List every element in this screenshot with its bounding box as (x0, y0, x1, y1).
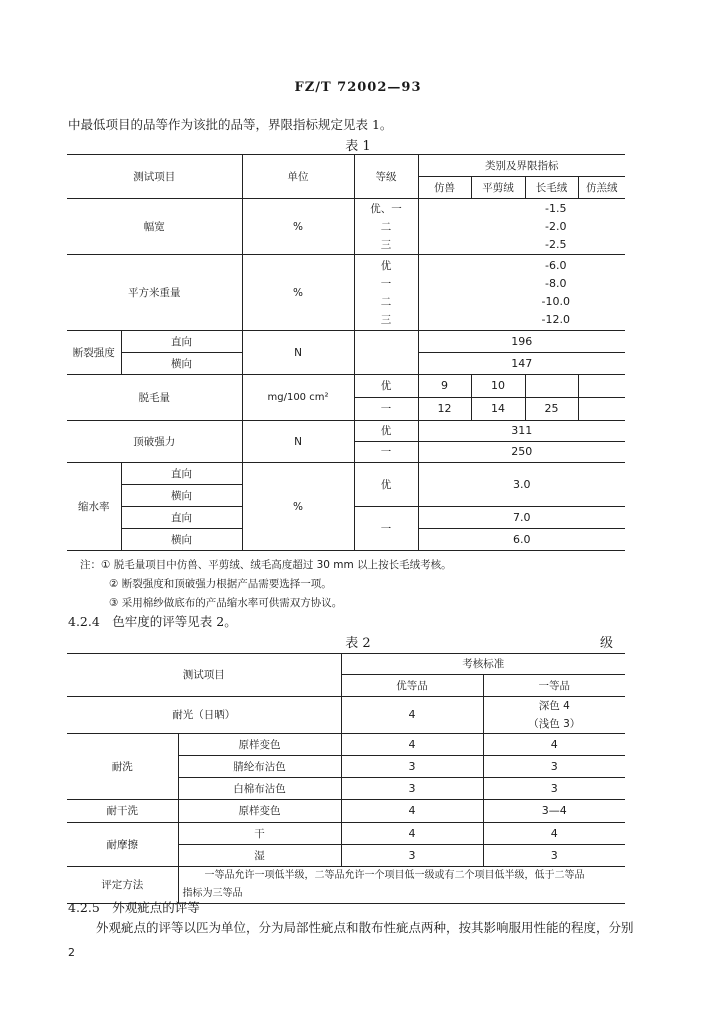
t2-header-standard: 考核标准 (341, 654, 625, 675)
t1-shrink-grade-1: 优 (354, 463, 418, 507)
t1-shrink-dir-1: 直向 (121, 463, 242, 485)
t1-shrink-dir-3: 直向 (121, 507, 242, 529)
t1-shedding-r1-c3 (525, 375, 578, 398)
t2-method-text: 一等品允许一项低半级，二等品允许一个项目低一级或有二个项目低半级，低于二等品 指标为三等品 (178, 867, 625, 904)
page-number: 2 (68, 946, 75, 959)
t1-burst-label: 顶破强力 (67, 421, 242, 463)
t2-wash-sub-3: 白棉布沾色 (178, 778, 341, 800)
t2-rub-second-2: 3 (483, 845, 625, 867)
t1-header-grade: 等级 (354, 155, 418, 199)
t1-area-weight-label: 平方米重量 (67, 255, 242, 331)
t1-break-strength-label: 断裂强度 (67, 331, 121, 375)
t1-shedding-grade-2: 一 (354, 398, 418, 421)
t1-burst-value-2: 250 (418, 442, 625, 463)
t1-shrink-grade-2: 一 (354, 507, 418, 551)
t1-shedding-r2-c2: 14 (471, 398, 525, 421)
t2-light-first: 4 (341, 697, 483, 734)
t2-wash-second-3: 3 (483, 778, 625, 800)
t1-width-values: -1.5 -2.0 -2.5 (418, 199, 625, 255)
t1-shrink-unit: % (242, 463, 354, 551)
t2-dryclean-sub: 原样变色 (178, 800, 341, 823)
note-3: ③ 采用棉纱做底布的产品缩水率可供需双方协议。 (109, 597, 343, 609)
t1-cat-long-plush: 长毛绒 (525, 177, 578, 199)
t1-break-value-warp: 196 (418, 331, 625, 353)
section-4-2-5-text: 外观疵点的评等以匹为单位，分为局部性疵点和散布性疵点两种，按其影响服用性能的程度，分别 (96, 920, 634, 935)
t2-header-second-grade: 一等品 (483, 675, 625, 697)
table2-unit-label: 级 (600, 636, 614, 651)
t1-burst-grade-2: 一 (354, 442, 418, 463)
t1-cat-imitation-fur: 仿兽 (418, 177, 471, 199)
t1-break-dir-weft: 横向 (121, 353, 242, 375)
t2-wash-first-3: 3 (341, 778, 483, 800)
intro-paragraph: 中最低项目的品等作为该批的品等，界限指标规定见表 1。 (68, 117, 393, 132)
t1-shedding-unit: mg/100 cm² (242, 375, 354, 421)
t1-shrink-value-1: 3.0 (418, 463, 625, 507)
table1-caption: 表 1 (345, 139, 371, 154)
section-4-2-4: 4.2.4 色牢度的评等见表 2。 (68, 614, 237, 629)
t1-shedding-grade-1: 优 (354, 375, 418, 398)
t2-rub-sub-2: 湿 (178, 845, 341, 867)
table-1 (67, 154, 625, 551)
t2-dryclean-second: 3—4 (483, 800, 625, 823)
t2-dryclean-label: 耐干洗 (67, 800, 178, 823)
t2-wash-second-2: 3 (483, 756, 625, 778)
section-4-2-5: 4.2.5 外观疵点的评等 (68, 900, 200, 915)
t1-header-unit: 单位 (242, 155, 354, 199)
t1-burst-unit: N (242, 421, 354, 463)
t1-break-dir-warp: 直向 (121, 331, 242, 353)
t1-area-weight-unit: % (242, 255, 354, 331)
t2-wash-sub-1: 原样变色 (178, 734, 341, 756)
t1-shrink-label: 缩水率 (67, 463, 121, 551)
note-2: ② 断裂强度和顶破强力根据产品需要选择一项。 (109, 578, 332, 590)
t1-header-category: 类别及界限指标 (418, 155, 625, 177)
t1-shedding-r1-c1: 9 (418, 375, 471, 398)
t1-burst-grade-1: 优 (354, 421, 418, 442)
t1-cat-sheared-plush: 平剪绒 (471, 177, 525, 199)
t1-shrink-value-2a: 7.0 (418, 507, 625, 529)
t1-break-unit: N (242, 331, 354, 375)
t1-shedding-label: 脱毛量 (67, 375, 242, 421)
table1-notes (80, 556, 640, 613)
t1-area-weight-values: -6.0 -8.0 -10.0 -12.0 (418, 255, 625, 331)
t2-header-first-grade: 优等品 (341, 675, 483, 697)
t1-cat-lamb-plush: 仿羔绒 (578, 177, 625, 199)
t1-burst-value-1: 311 (418, 421, 625, 442)
t2-rub-second-1: 4 (483, 823, 625, 845)
t1-width-unit: % (242, 199, 354, 255)
t1-header-item: 测试项目 (67, 155, 242, 199)
t2-wash-sub-2: 腈纶布沾色 (178, 756, 341, 778)
t1-break-value-weft: 147 (418, 353, 625, 375)
table2-caption: 表 2 (345, 636, 371, 651)
t2-rub-first-2: 3 (341, 845, 483, 867)
t2-light-second: 深色 4 （浅色 3） (483, 697, 625, 734)
t1-width-label: 幅宽 (67, 199, 242, 255)
t2-wash-label: 耐洗 (67, 734, 178, 800)
t2-dryclean-first: 4 (341, 800, 483, 823)
t2-wash-first-1: 4 (341, 734, 483, 756)
t2-rub-sub-1: 干 (178, 823, 341, 845)
t1-area-weight-grades: 优 一 二 三 (354, 255, 418, 331)
t2-rub-label: 耐摩擦 (67, 823, 178, 867)
t1-shedding-r1-c4 (578, 375, 625, 398)
t1-shedding-r2-c4 (578, 398, 625, 421)
t1-shrink-dir-2: 横向 (121, 485, 242, 507)
t2-rub-first-1: 4 (341, 823, 483, 845)
t1-shedding-r2-c1: 12 (418, 398, 471, 421)
note-1: 注：① 脱毛量项目中仿兽、平剪绒、绒毛高度超过 30 mm 以上按长毛绒考核。 (80, 559, 452, 571)
t1-break-grade-empty (354, 331, 418, 375)
t1-shrink-dir-4: 横向 (121, 529, 242, 551)
t2-method-label: 评定方法 (67, 867, 178, 904)
t2-wash-second-1: 4 (483, 734, 625, 756)
t1-shrink-value-2b: 6.0 (418, 529, 625, 551)
t1-shedding-r1-c2: 10 (471, 375, 525, 398)
t1-shedding-r2-c3: 25 (525, 398, 578, 421)
standard-code-header: FZ/T 72002—93 (294, 80, 422, 95)
t2-light-label: 耐光（日晒） (67, 697, 341, 734)
table-2 (67, 653, 625, 904)
t2-wash-first-2: 3 (341, 756, 483, 778)
t1-width-grades: 优、一 二 三 (354, 199, 418, 255)
t2-header-item: 测试项目 (67, 654, 341, 697)
